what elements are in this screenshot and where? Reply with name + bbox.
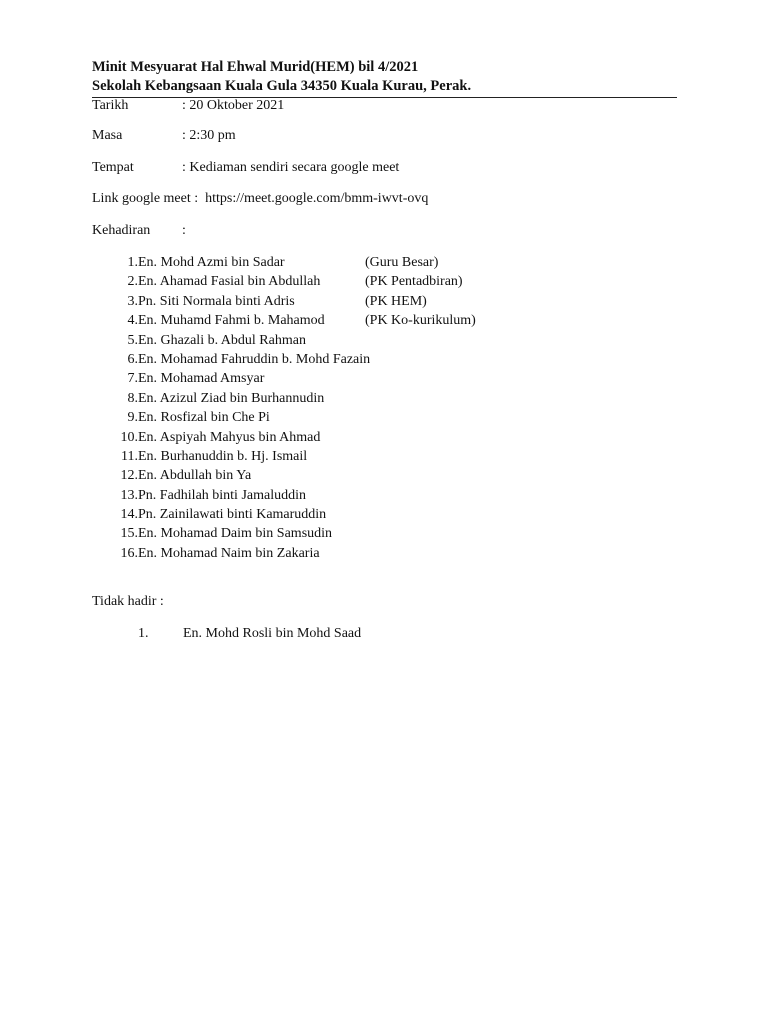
field-tarikh-value: : 20 Oktober 2021 — [182, 98, 285, 113]
field-masa — [92, 127, 236, 145]
attendee-name: En. Mohamad Daim bin Samsudin — [138, 526, 333, 542]
attendee-name: Pn. Zainilawati binti Kamaruddin — [138, 507, 327, 523]
attendee-name: En. Rosfizal bin Che Pi — [138, 410, 270, 426]
item-number: 3. — [127, 293, 138, 309]
attendee-role: (PK Ko-kurikulum) — [365, 313, 476, 329]
attendee-name: En. Mohamad Naim bin Zakaria — [138, 545, 320, 561]
field-tempat-value: : Kediaman sendiri secara google meet — [182, 160, 400, 175]
attendee-role: (PK HEM) — [365, 293, 427, 309]
attendee-role: (PK Pentadbiran) — [365, 274, 463, 290]
item-number: 9. — [127, 410, 138, 426]
item-number: 11. — [121, 448, 138, 464]
item-number: 16. — [120, 545, 138, 561]
attendee-role: (Guru Besar) — [365, 255, 439, 270]
field-tempat — [92, 159, 399, 177]
document-header — [92, 58, 677, 98]
item-number: 7. — [127, 371, 138, 387]
meet-link-url[interactable]: https://meet.google.com/bmm-iwvt-ovq — [205, 191, 429, 206]
meeting-title: Minit Mesyuarat Hal Ehwal Murid(HEM) bil 4/2021 — [92, 59, 419, 75]
item-number: 1. — [127, 255, 138, 270]
item-number: 6. — [127, 351, 138, 367]
school-address: Sekolah Kebangsaan Kuala Gula 34350 Kuala Kurau, Perak. — [92, 78, 472, 94]
item-number: 10. — [120, 429, 138, 445]
item-number: 5. — [127, 332, 138, 348]
attendee-name: En. Burhanuddin b. Hj. Ismail — [138, 448, 308, 464]
attendee-name: En. Mohd Azmi bin Sadar — [138, 255, 285, 270]
attendee-name: Pn. Fadhilah binti Jamaluddin — [138, 487, 306, 503]
item-number: 8. — [127, 390, 138, 406]
field-kehadiran — [92, 222, 186, 240]
absent-label: Tidak hadir : — [92, 594, 164, 609]
attendee-name: En. Abdullah bin Ya — [138, 468, 252, 484]
attendee-name: En. Muhamd Fahmi b. Mahamod — [138, 313, 325, 329]
field-tarikh-label: Tarikh — [92, 98, 129, 113]
item-number: 15. — [120, 526, 138, 542]
field-tempat-label: Tempat — [92, 160, 134, 175]
field-kehadiran-value: : — [182, 223, 186, 238]
field-kehadiran-label: Kehadiran — [92, 223, 151, 238]
meet-link-line — [92, 190, 428, 208]
attendee-name: En. Mohamad Amsyar — [138, 371, 265, 387]
item-number: 12. — [120, 468, 138, 484]
attendee-name: En. Ahamad Fasial bin Abdullah — [138, 274, 321, 290]
item-number: 14. — [120, 507, 138, 523]
field-tarikh — [92, 97, 284, 115]
attendee-name: En. Mohamad Fahruddin b. Mohd Fazain — [138, 351, 371, 367]
item-number: 2. — [127, 274, 138, 290]
attendee-name: En. Ghazali b. Abdul Rahman — [138, 332, 306, 348]
absent-name: En. Mohd Rosli bin Mohd Saad — [183, 626, 362, 641]
field-masa-label: Masa — [92, 128, 123, 143]
field-masa-value: : 2:30 pm — [182, 128, 236, 143]
item-number: 13. — [120, 487, 138, 503]
meet-link-label: Link google meet : — [92, 191, 199, 206]
attendee-name: Pn. Siti Normala binti Adris — [138, 293, 295, 309]
item-number: 4. — [127, 313, 138, 329]
attendee-name: En. Aspiyah Mahyus bin Ahmad — [138, 429, 321, 445]
absent-item-number: 1. — [138, 626, 149, 641]
attendee-name: En. Azizul Ziad bin Burhannudin — [138, 390, 325, 406]
